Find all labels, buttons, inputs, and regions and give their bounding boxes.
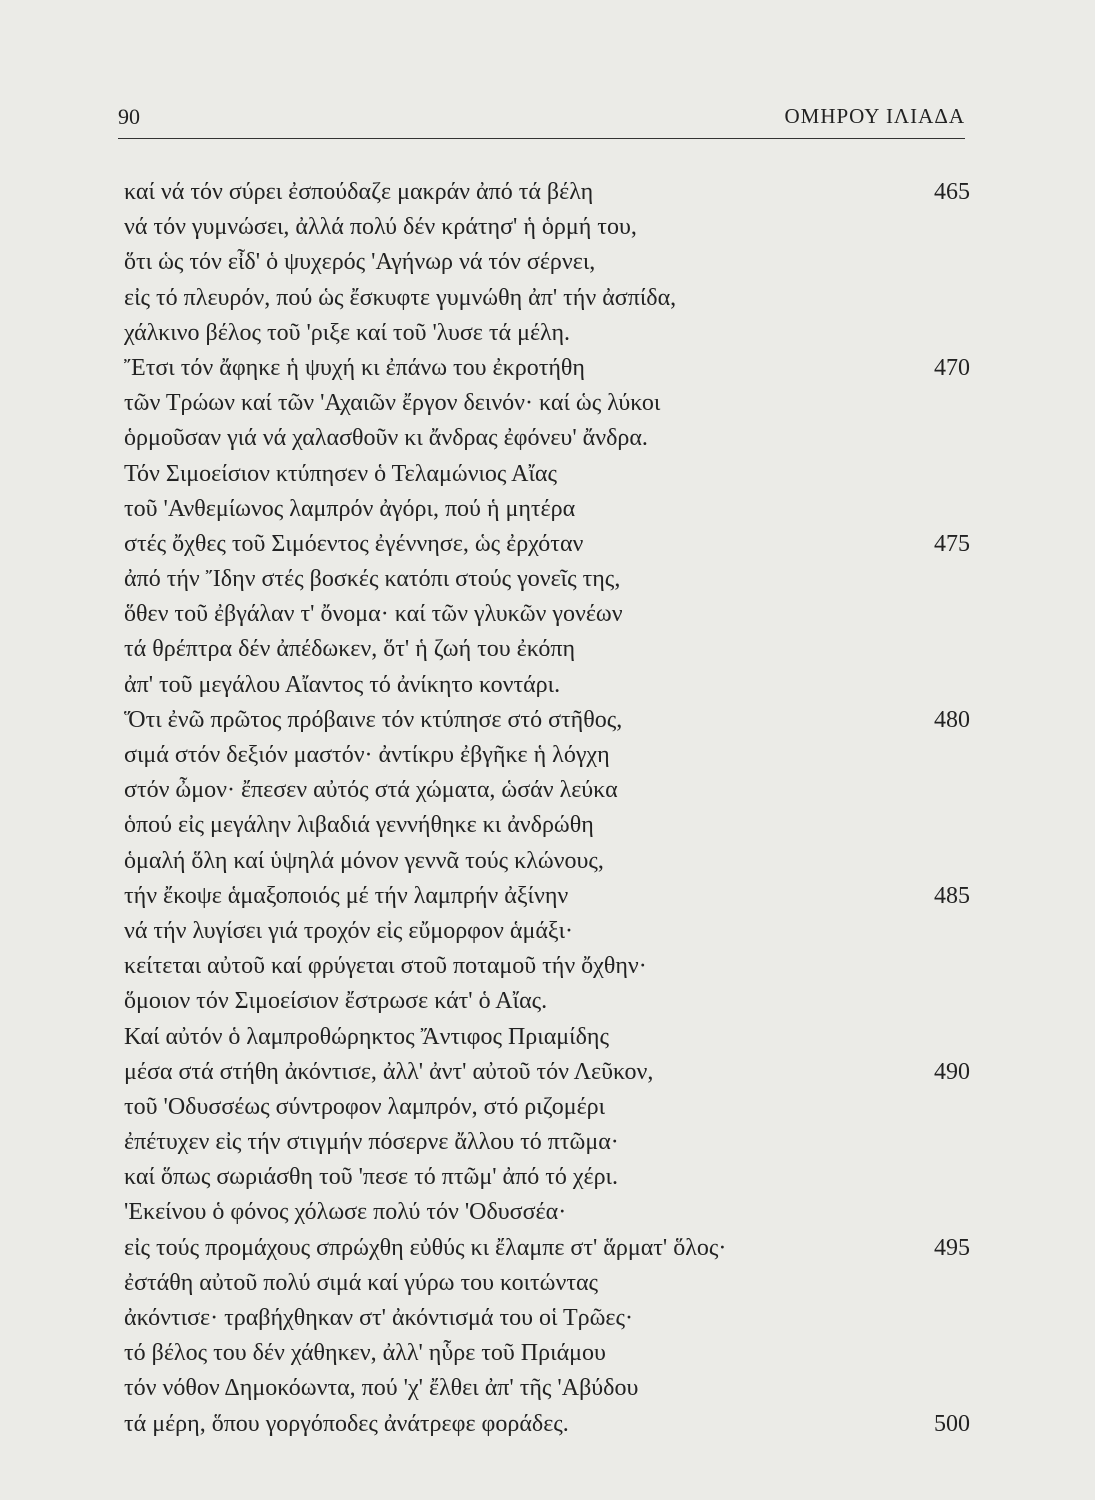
verse-text: νά τήν λυγίσει γιά τροχόν εἰς εὔμορφον ἁμάξι· <box>124 917 574 944</box>
line-number: 465 <box>934 179 970 205</box>
verse-text: 'Εκείνου ὁ φόνος χόλωσε πολύ τόν 'Οδυσσέα· <box>124 1199 567 1226</box>
verse-text: χάλκινο βέλος τοῦ 'ριξε καί τοῦ 'λυσε τά μέλη. <box>124 319 571 346</box>
verse-line <box>124 1160 970 1195</box>
verse-line <box>124 457 970 492</box>
verse-text: ὅτι ὡς τόν εἶδ' ὁ ψυχερός 'Αγήνωρ νά τόν σέρνει, <box>124 249 596 276</box>
verse-line <box>124 1125 970 1160</box>
verse-text: ἐστάθη αὐτοῦ πολύ σιμά καί γύρω του κοιτώντας <box>124 1269 599 1296</box>
verse-text: νά τόν γυμνώσει, ἀλλά πολύ δέν κράτησ' ἡ ὁρμή του, <box>124 214 637 241</box>
verse-line <box>124 1020 970 1055</box>
verse-text: ἀπ' τοῦ μεγάλου Αἴαντος τό ἀνίκητο κοντάρι. <box>124 671 561 698</box>
verse-line <box>124 1231 970 1266</box>
line-number: 500 <box>934 1410 970 1437</box>
verse-text: τῶν Τρώων καί τῶν 'Αχαιῶν ἔργον δεινόν· καί ὡς λύκοι <box>124 390 661 417</box>
verse-block <box>124 175 970 1442</box>
verse-text: ὁρμοῦσαν γιά νά χαλασθοῦν κι ἄνδρας ἐφόνευ' ἄνδρα. <box>124 425 648 452</box>
verse-text: τό βέλος του δέν χάθηκεν, ἀλλ' ηὗρε τοῦ Πριάμου <box>124 1340 606 1367</box>
verse-text: τά θρέπτρα δέν ἀπέδωκεν, ὅτ' ἡ ζωή του ἐκόπη <box>124 636 575 663</box>
verse-line <box>124 245 970 280</box>
verse-line <box>124 562 970 597</box>
verse-line <box>124 703 970 738</box>
verse-text: τήν ἔκοψε ἁμαξοποιός μέ τήν λαμπρήν ἀξίνην <box>124 882 569 909</box>
verse-line <box>124 1195 970 1230</box>
page-number: 90 <box>118 104 140 129</box>
line-number: 480 <box>934 706 970 733</box>
page-header <box>118 104 965 139</box>
verse-line <box>124 281 970 316</box>
verse-text: στόν ὦμον· ἔπεσεν αὐτός στά χώματα, ὡσάν λεύκα <box>124 777 618 804</box>
verse-line <box>124 773 970 808</box>
verse-line <box>124 597 970 632</box>
verse-text: ὅμοιον τόν Σιμοείσιον ἔστρωσε κάτ' ὁ Αἴας. <box>124 988 548 1015</box>
verse-line <box>124 632 970 667</box>
verse-text: τοῦ 'Ανθεμίωνος λαμπρόν ἀγόρι, πού ἡ μητέρα <box>124 495 576 522</box>
verse-text: τοῦ 'Οδυσσέως σύντροφον λαμπρόν, στό ριζομέρι <box>124 1093 606 1120</box>
verse-line <box>124 1371 970 1406</box>
verse-line <box>124 844 970 879</box>
verse-line <box>124 492 970 527</box>
verse-text: μέσα στά στήθη ἀκόντισε, ἀλλ' ἀντ' αὐτοῦ τόν Λεῦκον, <box>124 1058 654 1085</box>
verse-text: ὁμαλή ὅλη καί ὑψηλά μόνον γεννᾶ τούς κλώνους, <box>124 847 604 874</box>
verse-text: καί ὅπως σωριάσθη τοῦ 'πεσε τό πτῶμ' ἀπό τό χέρι. <box>124 1164 619 1191</box>
verse-line <box>124 879 970 914</box>
verse-text: Καί αὐτόν ὁ λαμπροθώρηκτος Ἄντιφος Πριαμίδης <box>124 1023 609 1050</box>
verse-text: ἀπό τήν Ἴδην στές βοσκές κατόπι στούς γονεῖς της, <box>124 566 621 593</box>
running-title: ΟΜΗΡΟΥ ΙΛΙΑΔΑ <box>784 104 965 128</box>
verse-line <box>124 914 970 949</box>
verse-line <box>124 668 970 703</box>
line-number: 495 <box>934 1234 970 1261</box>
verse-text: εἰς τούς προμάχους σπρώχθη εὐθύς κι ἔλαμπε στ' ἅρματ' ὅλος· <box>124 1234 727 1261</box>
verse-text: τόν νόθον Δημοκόωντα, πού 'χ' ἔλθει ἀπ' τῆς 'Αβύδου <box>124 1375 639 1402</box>
verse-line <box>124 210 970 245</box>
verse-text: στές ὄχθες τοῦ Σιμόεντος ἐγέννησε, ὡς ἐρχόταν <box>124 530 584 557</box>
verse-text: εἰς τό πλευρόν, πού ὡς ἔσκυφτε γυμνώθη ἀπ' τήν ἀσπίδα, <box>124 284 677 311</box>
verse-text: σιμά στόν δεξιόν μαστόν· ἀντίκρυ ἐβγῆκε ἡ λόγχη <box>124 742 610 768</box>
line-number: 470 <box>934 354 970 381</box>
line-number: 485 <box>934 882 970 909</box>
verse-line <box>124 1336 970 1371</box>
verse-text: ὅθεν τοῦ ἐβγάλαν τ' ὄνομα· καί τῶν γλυκῶν γονέων <box>124 601 623 628</box>
verse-line <box>124 527 970 562</box>
verse-text: ἐπέτυχεν εἰς τήν στιγμήν πόσερνε ἄλλου τό πτῶμα· <box>124 1129 619 1156</box>
verse-line <box>124 1301 970 1336</box>
verse-text: Τόν Σιμοείσιον κτύπησεν ὁ Τελαμώνιος Αἴας <box>124 460 557 487</box>
verse-text: τά μέρη, ὅπου γοργόποδες ἀνάτρεφε φοράδες. <box>124 1410 569 1437</box>
line-number: 490 <box>934 1058 970 1085</box>
verse-line <box>124 421 970 456</box>
verse-line <box>124 984 970 1019</box>
verse-line <box>124 1090 970 1125</box>
verse-line <box>124 175 970 210</box>
verse-text: Ἔτσι τόν ἄφηκε ἡ ψυχή κι ἐπάνω του ἐκροτήθη <box>124 354 585 381</box>
verse-line <box>124 1055 970 1090</box>
verse-line <box>124 386 970 421</box>
verse-line <box>124 808 970 843</box>
verse-text: ἀκόντισε· τραβήχθηκαν στ' ἀκόντισμά του οἱ Τρῶες· <box>124 1305 634 1331</box>
verse-line <box>124 316 970 351</box>
verse-text: ὁπού εἰς μεγάλην λιβαδιά γεννήθηκε κι ἀνδρώθη <box>124 812 594 839</box>
verse-text: Ὅτι ἐνῶ πρῶτος πρόβαινε τόν κτύπησε στό στῆθος, <box>124 706 623 733</box>
verse-text: κείτεται αὐτοῦ καί φρύγεται στοῦ ποταμοῦ τήν ὄχθην· <box>124 953 647 980</box>
verse-line <box>124 949 970 984</box>
verse-text: καί νά τόν σύρει ἐσπούδαζε μακράν ἀπό τά βέλη <box>124 179 594 205</box>
verse-line <box>124 351 970 386</box>
verse-line <box>124 1407 970 1442</box>
verse-line <box>124 738 970 773</box>
line-number: 475 <box>934 530 970 557</box>
verse-line <box>124 1266 970 1301</box>
